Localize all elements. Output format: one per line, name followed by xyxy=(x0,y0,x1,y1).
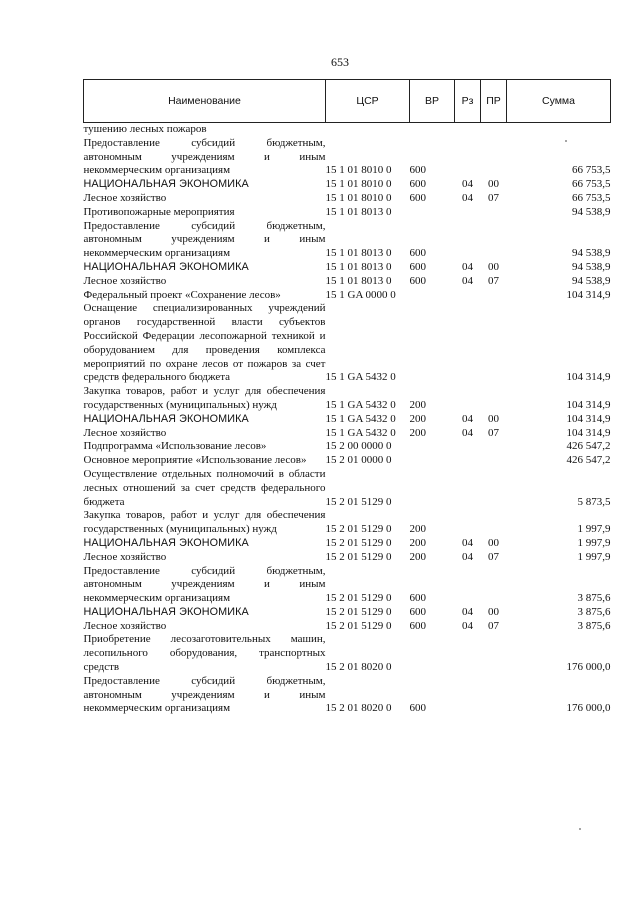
header-csr: ЦСР xyxy=(326,80,410,123)
scan-speck xyxy=(565,140,567,142)
header-sum: Сумма xyxy=(507,80,611,123)
cell-rz: 04 xyxy=(462,178,473,191)
cell-pr xyxy=(481,385,507,413)
cell-csr: 15 2 01 5129 0 xyxy=(325,495,392,508)
table-row xyxy=(84,675,611,716)
cell-name: НАЦИОНАЛЬНАЯ ЭКОНОМИКА xyxy=(83,260,249,273)
cell-csr: 15 1 GA 0000 0 xyxy=(325,288,396,301)
cell-rz xyxy=(455,565,481,606)
cell-name: Предоставление субсидий бюджетным, автономным учреждениям и иным некоммерческим организациям xyxy=(83,564,326,605)
cell-name: Подпрограмма «Использование лесов» xyxy=(83,440,267,453)
cell-pr: 00 xyxy=(488,605,499,618)
cell-csr: 15 1 GA 5432 0 xyxy=(325,412,396,425)
cell-sum: 3 875,6 xyxy=(577,605,611,618)
table-row xyxy=(84,302,611,385)
cell-csr: 15 2 01 0000 0 xyxy=(325,454,392,467)
cell-pr: 00 xyxy=(488,178,499,191)
cell-vr xyxy=(410,440,455,454)
cell-pr: 07 xyxy=(488,191,499,204)
cell-sum: 66 753,5 xyxy=(572,191,611,204)
cell-vr xyxy=(410,633,455,674)
cell-name: Предоставление субсидий бюджетным, автономным учреждениям и иным некоммерческим организациям xyxy=(83,136,326,177)
cell-sum: 94 538,9 xyxy=(572,205,611,218)
cell-csr: 15 2 00 0000 0 xyxy=(325,440,392,453)
budget-table xyxy=(83,79,611,716)
table-row xyxy=(84,413,611,427)
cell-rz xyxy=(455,440,481,454)
table-row xyxy=(84,509,611,537)
cell-pr xyxy=(481,633,507,674)
cell-sum: 94 538,9 xyxy=(572,247,611,260)
cell-rz xyxy=(455,454,481,468)
cell-rz xyxy=(455,385,481,413)
cell-csr: 15 1 01 8013 0 xyxy=(325,260,392,273)
cell-csr: 15 2 01 8020 0 xyxy=(325,702,392,715)
cell-vr xyxy=(410,468,455,509)
cell-sum: 426 547,2 xyxy=(566,454,611,467)
cell-vr: 600 xyxy=(409,191,426,204)
cell-pr xyxy=(481,440,507,454)
cell-vr: 200 xyxy=(409,550,426,563)
cell-vr xyxy=(410,289,455,303)
cell-name: Предоставление субсидий бюджетным, автономным учреждениям и иным некоммерческим организациям xyxy=(83,674,326,715)
cell-vr xyxy=(410,123,455,137)
cell-name: НАЦИОНАЛЬНАЯ ЭКОНОМИКА xyxy=(83,412,249,425)
table-row xyxy=(84,385,611,413)
cell-sum: 176 000,0 xyxy=(566,661,611,674)
cell-rz: 04 xyxy=(462,274,473,287)
cell-name: Осуществление отдельных полномочий в области лесных отношений за счет средств федерального бюджета xyxy=(83,467,326,508)
cell-sum: 94 538,9 xyxy=(572,260,611,273)
cell-rz xyxy=(455,509,481,537)
cell-name: Противопожарные мероприятия xyxy=(83,205,235,218)
cell-pr: 07 xyxy=(488,426,499,439)
header-pr: ПР xyxy=(481,80,507,123)
cell-pr: 07 xyxy=(488,274,499,287)
cell-vr: 600 xyxy=(409,702,426,715)
cell-sum: 1 997,9 xyxy=(577,550,611,563)
table-row xyxy=(84,137,611,178)
cell-csr: 15 2 01 5129 0 xyxy=(325,523,392,536)
cell-vr: 600 xyxy=(409,164,426,177)
cell-sum xyxy=(507,123,611,137)
page-number: 653 xyxy=(331,55,349,69)
table-row xyxy=(84,206,611,220)
cell-name: Закупка товаров, работ и услуг для обеспечения государственных (муниципальных) нужд xyxy=(83,509,326,536)
cell-rz xyxy=(455,206,481,220)
cell-vr: 200 xyxy=(409,426,426,439)
table-body xyxy=(84,123,611,717)
cell-rz: 04 xyxy=(462,191,473,204)
cell-vr xyxy=(410,454,455,468)
table-row xyxy=(84,468,611,509)
table-row xyxy=(84,427,611,441)
cell-csr: 15 2 01 5129 0 xyxy=(325,536,392,549)
cell-name: тушению лесных пожаров xyxy=(83,123,207,135)
cell-rz: 04 xyxy=(462,605,473,618)
cell-vr: 600 xyxy=(409,619,426,632)
table-row xyxy=(84,454,611,468)
cell-vr: 200 xyxy=(409,523,426,536)
cell-name: Лесное хозяйство xyxy=(83,619,167,632)
cell-pr xyxy=(481,137,507,178)
cell-vr: 600 xyxy=(409,274,426,287)
table-row xyxy=(84,261,611,275)
cell-vr: 600 xyxy=(409,592,426,605)
cell-sum: 94 538,9 xyxy=(572,274,611,287)
cell-rz xyxy=(455,675,481,716)
cell-name: НАЦИОНАЛЬНАЯ ЭКОНОМИКА xyxy=(83,536,249,549)
cell-vr: 600 xyxy=(409,605,426,618)
cell-pr xyxy=(481,675,507,716)
cell-name: НАЦИОНАЛЬНАЯ ЭКОНОМИКА xyxy=(83,178,249,191)
cell-rz xyxy=(455,302,481,385)
cell-vr xyxy=(410,302,455,385)
cell-csr: 15 2 01 5129 0 xyxy=(325,592,392,605)
table-row xyxy=(84,565,611,606)
header-rz: Рз xyxy=(455,80,481,123)
cell-name: Приобретение лесозаготовительных машин, лесопильного оборудования, транспортных средств xyxy=(83,633,326,674)
table-row xyxy=(84,178,611,192)
cell-sum: 104 314,9 xyxy=(566,398,611,411)
cell-sum: 426 547,2 xyxy=(566,440,611,453)
scan-speck xyxy=(579,828,581,830)
cell-name: Оснащение специализированных учреждений органов государственной власти субъектов Российской Федерации лесопожарной техникой и оборудованием для проведения комплекса мероприятий по охране лесов от пожаров за счет средств федерального бюджета xyxy=(83,302,326,384)
cell-sum: 3 875,6 xyxy=(577,592,611,605)
cell-sum: 66 753,5 xyxy=(572,178,611,191)
cell-name: Предоставление субсидий бюджетным, автономным учреждениям и иным некоммерческим организациям xyxy=(83,219,326,260)
table-row xyxy=(84,289,611,303)
cell-pr: 00 xyxy=(488,536,499,549)
cell-vr: 600 xyxy=(409,247,426,260)
cell-pr: 00 xyxy=(488,260,499,273)
cell-pr xyxy=(481,123,507,137)
cell-csr: 15 1 GA 5432 0 xyxy=(325,426,396,439)
cell-sum: 176 000,0 xyxy=(566,702,611,715)
cell-vr xyxy=(410,206,455,220)
cell-rz xyxy=(455,289,481,303)
cell-pr xyxy=(481,220,507,261)
cell-pr xyxy=(481,289,507,303)
table-row xyxy=(84,192,611,206)
cell-rz xyxy=(455,123,481,137)
table-row xyxy=(84,275,611,289)
cell-vr: 200 xyxy=(409,536,426,549)
header-vr: ВР xyxy=(410,80,455,123)
cell-csr: 15 1 01 8010 0 xyxy=(325,191,392,204)
cell-sum: 66 753,5 xyxy=(572,164,611,177)
cell-name: Лесное хозяйство xyxy=(83,191,167,204)
cell-sum: 104 314,9 xyxy=(566,412,611,425)
cell-csr: 15 2 01 5129 0 xyxy=(325,619,392,632)
cell-rz xyxy=(455,220,481,261)
cell-name: НАЦИОНАЛЬНАЯ ЭКОНОМИКА xyxy=(83,605,249,618)
cell-csr: 15 1 01 8013 0 xyxy=(325,205,392,218)
cell-csr: 15 1 01 8010 0 xyxy=(325,164,392,177)
cell-pr xyxy=(481,468,507,509)
cell-vr: 600 xyxy=(409,260,426,273)
cell-csr: 15 1 01 8010 0 xyxy=(325,178,392,191)
cell-rz: 04 xyxy=(462,426,473,439)
cell-sum: 104 314,9 xyxy=(566,288,611,301)
table-row xyxy=(84,123,611,137)
cell-csr: 15 2 01 5129 0 xyxy=(325,550,392,563)
cell-csr: 15 1 GA 5432 0 xyxy=(325,398,396,411)
cell-rz: 04 xyxy=(462,260,473,273)
header-name: Наименование xyxy=(84,80,326,123)
cell-vr: 200 xyxy=(409,398,426,411)
cell-pr xyxy=(481,206,507,220)
cell-csr: 15 1 01 8013 0 xyxy=(325,274,392,287)
cell-name: Федеральный проект «Сохранение лесов» xyxy=(83,288,281,301)
cell-pr xyxy=(481,302,507,385)
table-row xyxy=(84,220,611,261)
cell-sum: 1 997,9 xyxy=(577,536,611,549)
cell-csr xyxy=(326,123,410,137)
cell-csr: 15 1 01 8013 0 xyxy=(325,247,392,260)
cell-name: Лесное хозяйство xyxy=(83,426,167,439)
cell-pr xyxy=(481,565,507,606)
cell-pr xyxy=(481,454,507,468)
cell-pr: 07 xyxy=(488,550,499,563)
cell-sum: 1 997,9 xyxy=(577,523,611,536)
table-row xyxy=(84,440,611,454)
table-row xyxy=(84,620,611,634)
cell-rz xyxy=(455,633,481,674)
table-row xyxy=(84,551,611,565)
cell-rz xyxy=(455,468,481,509)
cell-rz: 04 xyxy=(462,619,473,632)
table-row xyxy=(84,606,611,620)
cell-csr: 15 2 01 5129 0 xyxy=(325,605,392,618)
cell-rz: 04 xyxy=(462,412,473,425)
cell-csr: 15 2 01 8020 0 xyxy=(325,661,392,674)
cell-name: Лесное хозяйство xyxy=(83,550,167,563)
table-row xyxy=(84,633,611,674)
cell-pr: 07 xyxy=(488,619,499,632)
cell-sum: 104 314,9 xyxy=(566,426,611,439)
cell-rz xyxy=(455,137,481,178)
cell-sum: 3 875,6 xyxy=(577,619,611,632)
cell-pr xyxy=(481,509,507,537)
cell-rz: 04 xyxy=(462,550,473,563)
cell-pr: 00 xyxy=(488,412,499,425)
cell-vr: 600 xyxy=(409,178,426,191)
table-row xyxy=(84,537,611,551)
cell-name: Закупка товаров, работ и услуг для обеспечения государственных (муниципальных) нужд xyxy=(83,385,326,411)
cell-csr: 15 1 GA 5432 0 xyxy=(325,371,396,384)
cell-name: Лесное хозяйство xyxy=(83,274,167,287)
cell-sum: 5 873,5 xyxy=(577,495,611,508)
cell-sum: 104 314,9 xyxy=(566,371,611,384)
table-header xyxy=(84,80,611,123)
cell-vr: 200 xyxy=(409,412,426,425)
cell-name: Основное мероприятие «Использование лесов» xyxy=(83,454,307,467)
cell-rz: 04 xyxy=(462,536,473,549)
